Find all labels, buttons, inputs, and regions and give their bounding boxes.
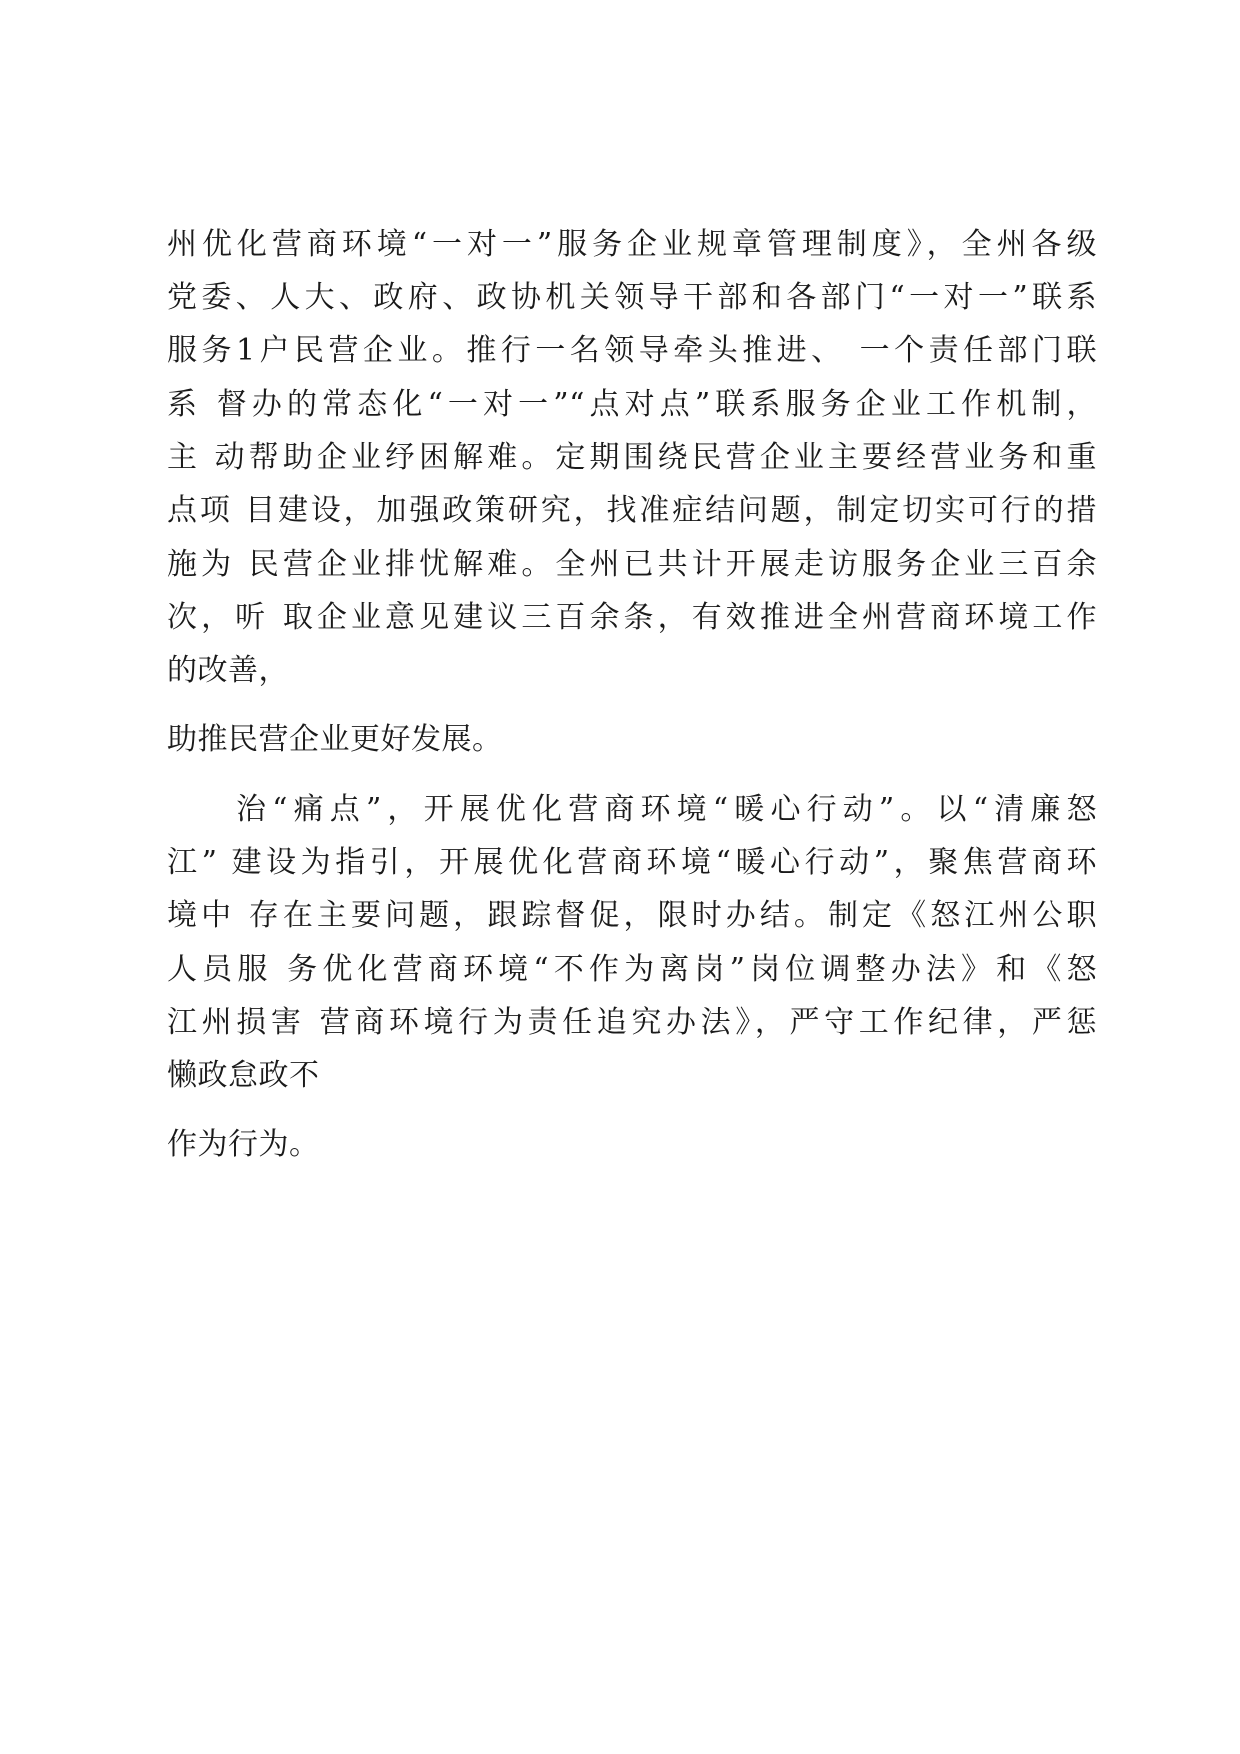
text-line: 服务1户民营企业。推行一名领导牵头推进、 一个责任部门联: [167, 333, 1097, 368]
text-line: 人员服 务优化营商环境“不作为离岗”岗位调整办法》和《怒: [167, 952, 1097, 987]
text-line: 作为行为。: [167, 1127, 320, 1162]
text-line: 江州损害 营商环境行为责任追究办法》，严守工作纪律，严惩: [167, 1005, 1097, 1040]
text-line: 州优化营商环境“一对一”服务企业规章管理制度》，全州各级: [167, 227, 1097, 262]
text-line: 懒政怠政不: [167, 1058, 320, 1093]
text-line: 境中 存在主要问题，跟踪督促，限时办结。制定《怒江州公职: [167, 898, 1097, 933]
text-line: 助推民营企业更好发展。: [167, 722, 503, 757]
text-line: 施为 民营企业排忧解难。全州已共计开展走访服务企业三百余: [167, 547, 1097, 582]
text-line: 治“痛点”，开展优化营商环境“暖心行动”。以“清廉怒: [236, 792, 1097, 827]
text-line: 点项 目建设，加强政策研究，找准症结问题，制定切实可行的措: [167, 493, 1097, 528]
text-line: 江” 建设为指引，开展优化营商环境“暖心行动”，聚焦营商环: [167, 845, 1097, 880]
text-line: 党委、人大、政府、政协机关领导干部和各部门“一对一”联系: [167, 280, 1097, 315]
text-line: 主 动帮助企业纾困解难。定期围绕民营企业主要经营业务和重: [167, 440, 1097, 475]
text-line: 的改善，: [167, 653, 289, 688]
text-line: 系 督办的常态化“一对一”“点对点”联系服务企业工作机制，: [167, 387, 1097, 422]
text-line: 次，听 取企业意见建议三百余条，有效推进全州营商环境工作: [167, 600, 1097, 635]
